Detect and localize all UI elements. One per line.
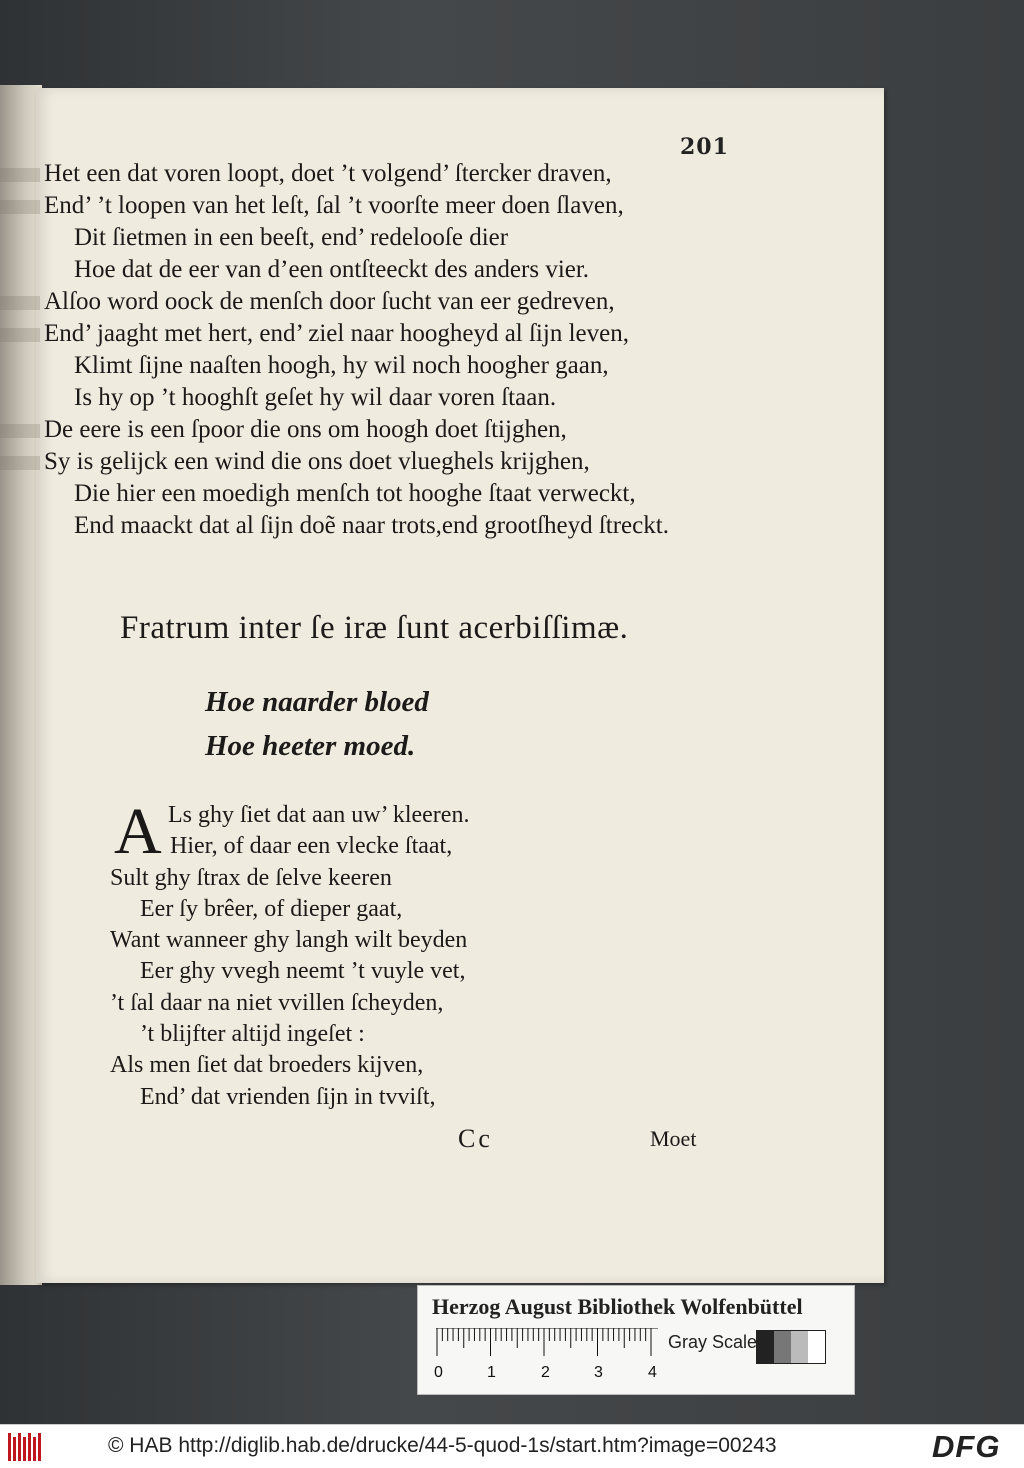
verse-line: Klimt ſijne naaſten hoogh, hy wil noch hoogher gaan, [74,352,609,379]
poem-line: ’t blijfter altijd ingeſet : [140,1021,365,1048]
color-calibration-card [417,1285,855,1395]
swatch-cell [808,1331,825,1363]
margin-bleed-mark [0,200,40,214]
ruler-label: 3 [594,1364,603,1381]
gray-scale-swatch [756,1330,826,1364]
signature-mark: Cc [458,1124,493,1153]
margin-bleed-mark [0,296,40,310]
hab-icon-bar [33,1437,36,1461]
poem-line: End’ dat vrienden ſijn in tvviſt, [140,1083,436,1110]
hab-icon-bar [18,1433,21,1461]
verse-line: Hoe dat de eer van d’een ontſteeckt des anders vier. [74,256,590,283]
margin-bleed-mark [0,424,40,438]
hab-icon-bar [8,1433,11,1461]
motto-line: Hoe heeter moed. [205,730,416,762]
catchword: Moet [650,1126,697,1151]
verse-line: End maackt dat al ſijn doẽ naar trots,end grootſheyd ſtreckt. [74,512,669,539]
viewer-footer [0,1424,1024,1468]
drop-cap: A [114,795,162,868]
ruler-label: 1 [487,1364,496,1381]
gray-scale-label: Gray Scale [668,1332,758,1352]
verse-line: End’ ’t loopen van het leſt, ſal ’t voorſte meer doen ſlaven, [44,192,624,219]
hab-icon-bar [28,1433,31,1461]
margin-bleed-mark [0,328,40,342]
poem-line: Ls ghy ſiet dat aan uw’ kleeren. [168,802,470,828]
poem-line: Als men ſiet dat broeders kijven, [110,1052,424,1079]
ruler-label: 2 [541,1364,550,1381]
ruler-scale [436,1328,658,1358]
ruler-label: 0 [434,1364,443,1381]
swatch-cell [774,1331,791,1363]
hab-icon-bar [38,1433,41,1461]
hab-icon-bar [23,1437,26,1461]
verse-line: De eere is een ſpoor die ons om hoogh doet ſtijghen, [44,416,567,443]
dfg-logo: DFG [932,1429,1001,1464]
margin-bleed-mark [0,168,40,182]
ruler-label: 4 [648,1364,657,1381]
margin-bleed-mark [0,456,40,470]
poem-line: Eer ſy brêer, of dieper gaat, [140,895,403,922]
verse-block [44,158,744,542]
poem-line: Eer ghy vvegh neemt ’t vuyle vet, [140,958,466,985]
poem-block [110,795,670,1113]
verse-line: Die hier een moedigh menſch tot hooghe ſtaat verweckt, [74,480,636,507]
verse-line: Dit ſietmen in een beeſt, end’ redelooſe dier [74,224,509,251]
section-title: Fratrum inter ſe iræ ſunt acerbiſſimæ. [120,610,629,646]
poem-line: Sult ghy ſtrax de ſelve keeren [110,864,392,891]
motto-line: Hoe naarder bloed [205,686,429,718]
hab-library-icon [6,1431,44,1463]
verse-line: Het een dat voren loopt, doet ’t volgend’ ſtercker draven, [44,160,612,187]
page-number: 201 [680,134,729,160]
library-name: Herzog August Bibliothek Wolfenbüttel [432,1294,803,1319]
poem-line: Want wanneer ghy langh wilt beyden [110,927,468,954]
source-url[interactable]: © HAB http://diglib.hab.de/drucke/44-5-quod-1s/start.htm?image=00243 [108,1434,777,1457]
poem-line: Hier, of daar een vlecke ſtaat, [170,833,453,860]
verse-line: Alſoo word oock de menſch door ſucht van eer gedreven, [44,288,615,315]
verse-line: Is hy op ’t hooghſt geſet hy wil daar voren ſtaan. [74,384,557,411]
poem-line: ’t ſal daar na niet vvillen ſcheyden, [110,989,444,1016]
swatch-cell [757,1331,774,1363]
hab-icon-bar [13,1437,16,1461]
verse-line: Sy is gelijck een wind die ons doet vlueghels krijghen, [44,448,590,475]
swatch-cell [791,1331,808,1363]
verse-line: End’ jaaght met hert, end’ ziel naar hoogheyd al ſijn leven, [44,320,629,347]
motto [205,680,429,768]
